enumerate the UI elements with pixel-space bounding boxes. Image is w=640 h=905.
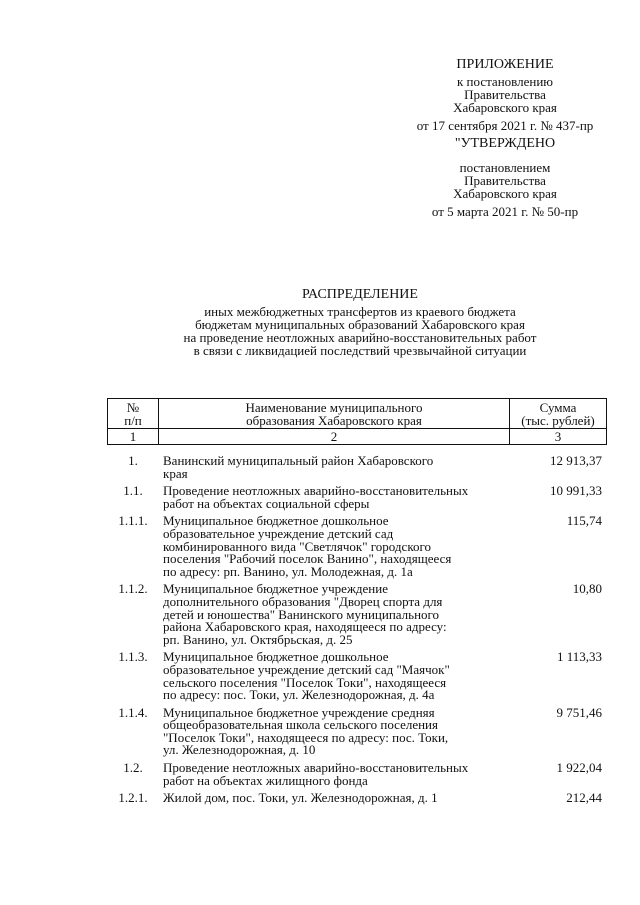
row-name-line: Проведение неотложных аварийно-восстановительных bbox=[163, 483, 469, 499]
table-row bbox=[107, 762, 607, 787]
row-name-line: Муниципальное бюджетное учреждение bbox=[163, 581, 388, 597]
row-name-line: образовательное учреждение детский сад "Маячок" bbox=[163, 661, 450, 677]
col-header-sum bbox=[510, 399, 607, 429]
row-name-line: Ванинский муниципальный район Хабаровского bbox=[163, 453, 434, 468]
row-number: 1.1.3. bbox=[118, 649, 148, 665]
row-name-line: по адресу: рп. Ванино, ул. Молодежная, д. 1а bbox=[163, 563, 413, 579]
header-text: (тыс. рублей) bbox=[521, 412, 595, 428]
table-row bbox=[107, 651, 607, 701]
row-sum: 10,80 bbox=[572, 581, 602, 597]
col-header-number bbox=[108, 399, 159, 429]
row-name bbox=[159, 515, 513, 578]
row-name bbox=[159, 485, 513, 510]
row-name-line: сельского поселения "Поселок Токи", находящееся bbox=[163, 674, 447, 690]
row-name-line: рп. Ванино, ул. Октябрьская, д. 25 bbox=[163, 631, 353, 647]
table-body bbox=[107, 455, 607, 810]
row-sum: 10 991,33 bbox=[550, 483, 602, 499]
table-row bbox=[107, 792, 607, 805]
row-sum: 9 751,46 bbox=[556, 704, 602, 720]
row-name-line: общеобразовательная школа сельского поселения bbox=[163, 717, 438, 733]
index-cell: 1 bbox=[108, 429, 159, 445]
row-name-line: Жилой дом, пос. Токи, ул. Железнодорожная, д. 1 bbox=[163, 790, 438, 806]
row-name-line: Проведение неотложных аварийно-восстановительных bbox=[163, 760, 469, 776]
row-name bbox=[159, 762, 513, 787]
appendix-heading: ПРИЛОЖЕНИЕ bbox=[456, 57, 554, 72]
row-number: 1.2.1. bbox=[118, 790, 148, 806]
row-number: 1.2. bbox=[123, 760, 143, 776]
row-name-line: работ на объектах социальной сферы bbox=[163, 495, 370, 511]
row-name-line: края bbox=[163, 465, 188, 481]
row-name-line: детей и юношества" Ванинского муниципального bbox=[163, 606, 440, 622]
table-row bbox=[107, 704, 607, 758]
title-line: иных межбюджетных трансфертов из краевого бюджета bbox=[204, 304, 516, 319]
row-name-line: Муниципальное бюджетное дошкольное bbox=[163, 649, 389, 665]
approved-line: Правительства bbox=[464, 173, 546, 188]
row-name-line: комбинированного вида "Светлячок" городского bbox=[163, 538, 431, 554]
document-title bbox=[80, 288, 640, 357]
appendix-line: Хабаровского края bbox=[453, 100, 557, 115]
approved-line: Хабаровского края bbox=[453, 186, 557, 201]
title-line: бюджетам муниципальных образований Хабаровского края bbox=[195, 317, 525, 332]
row-name-line: поселения "Рабочий поселок Ванино", находящееся bbox=[163, 551, 452, 567]
row-name bbox=[159, 583, 513, 646]
table-row bbox=[107, 485, 607, 510]
row-name-line: по адресу: пос. Токи, ул. Железнодорожная, д. 4а bbox=[163, 687, 435, 703]
table-row bbox=[107, 515, 607, 578]
header-text: Наименование муниципального bbox=[245, 399, 423, 415]
row-name-line: Муниципальное бюджетное учреждение средняя bbox=[163, 704, 435, 720]
index-cell: 3 bbox=[510, 429, 607, 445]
row-name bbox=[159, 651, 513, 701]
row-name-line: работ на объектах жилищного фонда bbox=[163, 772, 368, 788]
appendix-block bbox=[380, 58, 630, 218]
header-text: № bbox=[126, 399, 140, 415]
index-cell: 2 bbox=[159, 429, 510, 445]
header-text: образования Хабаровского края bbox=[246, 412, 422, 428]
row-name-line: образовательное учреждение детский сад bbox=[163, 525, 394, 541]
row-sum: 1 922,04 bbox=[556, 760, 602, 776]
row-sum: 1 113,33 bbox=[556, 649, 602, 665]
row-name bbox=[159, 455, 513, 480]
row-sum: 12 913,37 bbox=[550, 453, 602, 468]
row-name-line: ул. Железнодорожная, д. 10 bbox=[163, 742, 316, 758]
row-name-line: Муниципальное бюджетное дошкольное bbox=[163, 513, 389, 529]
table-row bbox=[107, 583, 607, 646]
col-header-name bbox=[159, 399, 510, 429]
title-main: РАСПРЕДЕЛЕНИЕ bbox=[302, 287, 418, 302]
header-text: Сумма bbox=[539, 399, 577, 415]
appendix-date: от 17 сентября 2021 г. № 437-пр bbox=[416, 118, 594, 133]
row-number: 1.1.2. bbox=[118, 581, 148, 597]
approved-date: от 5 марта 2021 г. № 50-пр bbox=[431, 204, 579, 219]
approved-line: постановлением bbox=[459, 160, 551, 175]
row-name-line: дополнительного образования "Дворец спорта для bbox=[163, 593, 443, 609]
title-line: в связи с ликвидацией последствий чрезвычайной ситуации bbox=[193, 343, 527, 358]
appendix-line: к постановлению bbox=[456, 74, 554, 89]
row-sum: 115,74 bbox=[566, 513, 602, 529]
distribution-table-header bbox=[107, 398, 607, 445]
row-name bbox=[159, 792, 513, 805]
row-number: 1.1.1. bbox=[118, 513, 148, 529]
row-number: 1.1.4. bbox=[118, 704, 148, 720]
row-name bbox=[159, 704, 513, 758]
table-row bbox=[107, 455, 607, 480]
row-number: 1.1. bbox=[123, 483, 143, 499]
approved-heading: "УТВЕРЖДЕНО bbox=[454, 136, 556, 151]
appendix-line: Правительства bbox=[464, 87, 546, 102]
row-number: 1. bbox=[128, 453, 138, 468]
row-name-line: "Поселок Токи", находящееся по адресу: пос. Токи, bbox=[163, 729, 449, 745]
row-sum: 212,44 bbox=[566, 790, 602, 806]
row-name-line: района Хабаровского края, находящееся по адресу: bbox=[163, 619, 447, 635]
title-line: на проведение неотложных аварийно-восстановительных работ bbox=[183, 330, 537, 345]
header-text: п/п bbox=[124, 412, 142, 428]
